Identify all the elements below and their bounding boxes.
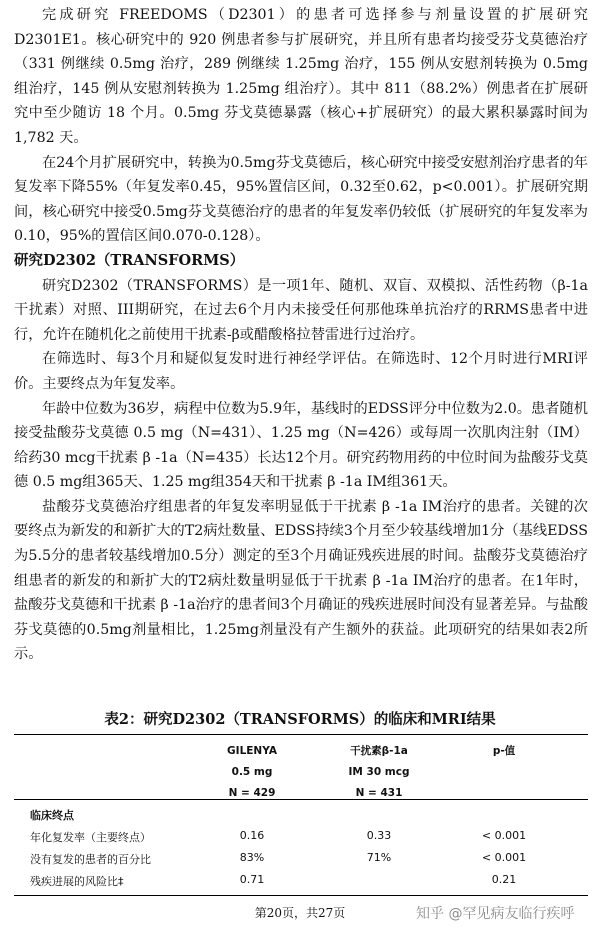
header-gilenya: GILENYA 0.5 mg N = 429: [227, 745, 277, 799]
table-caption: 表2：研究D2302（TRANSFORMS）的临床和MRI结果: [104, 711, 496, 728]
paragraph-efficacy: 盐酸芬戈莫德治疗组患者的年复发率明显低于干扰素 β -1a IM治疗的患者。关键的次要终点为新发的和新扩大的T2病灶数量、EDSS持续3个月至少较基线增加1分（基线EDSS为5.5分的患者较基线增加0.5分）测定的至3个月确证残疾进展的时间。盐酸芬戈莫德治疗组患者的新发的和新扩大的T2病灶数量明显低于干扰素 β -1a IM治疗的患者。在1年时，盐酸芬戈莫德和干扰素 β -1a治疗的患者间3个月确证的残疾进展时间没有显著差异。与盐酸芬戈莫德的0.5mg剂量相比，1.25mg剂量没有产生额外的获益。此项研究的结果如表2所示。: [14, 498, 588, 663]
header-interferon: 干扰素β-1a IM 30 mcg N = 431: [348, 745, 410, 799]
table-header: [14, 735, 588, 800]
paragraph-extension-study: 完成研究 FREEDOMS（D2301）的患者可选择参与剂量设置的扩展研究 D2301E1。核心研究中的 920 例患者参与扩展研究，并且所有患者均接受芬戈莫德治疗（331 例继续 0.5mg 治疗，289 例继续 1.25mg 治疗，155 例从安慰剂转换为 0.5mg 组治疗，145 例从安慰剂转换为 1.25mg 组治疗）。其中 811（88.2%）例患者在扩展研究中至少随访 18 个月。0.5mg 芬戈莫德暴露（核心+扩展研究）的最大累积暴露时间为 1,782 天。: [14, 7, 588, 146]
watermark: 知乎 @罕见病友临行疾呼: [416, 906, 575, 922]
table-section-clinical: 临床终点: [30, 809, 74, 822]
table-row: 没有复发的患者的百分比 83% 71% < 0.001: [30, 851, 527, 866]
body-text-top: [14, 3, 588, 667]
table-row: 残疾进展的风险比‡ 0.71 0.21: [30, 873, 517, 888]
paragraph-assessments: 在筛选时、每3个月和疑似复发时进行神经学评估。在筛选时、12个月时进行MRI评价。主要终点为年复发率。: [14, 351, 588, 392]
section-heading-d2302: 研究D2302（TRANSFORMS）: [14, 251, 245, 269]
table-row: 年化复发率（主要终点） 0.16 0.33 < 0.001: [30, 829, 527, 844]
paragraph-demographics: 年龄中位数为36岁，病程中位数为5.9年，基线时的EDSS评分中位数为2.0。患者随机接受盐酸芬戈莫德 0.5 mg（N=431）、1.25 mg（N=426）或每周一次肌肉注射（IM）给药30 mcg干扰素 β -1a（N=435）长达12个月。研究药物用药的中位时间为盐酸芬戈莫德 0.5 mg组365天、1.25 mg组354天和干扰素 β -1a IM组361天。: [14, 400, 588, 491]
results-table: [14, 734, 588, 896]
paragraph-24-month-results: 在24个月扩展研究中，转换为0.5mg芬戈莫德后，核心研究中接受安慰剂治疗患者的年复发率下降55%（年复发率0.45，95%置信区间，0.32至0.62，p<0.001）。扩展研究期间，核心研究中接受0.5mg芬戈莫德治疗的患者的年复发率仍较低（扩展研究的年复发率为0.10，95%的置信区间0.070-0.128）。: [14, 154, 588, 245]
page-number: 第20页，共27页: [254, 906, 346, 920]
paragraph-study-design: 研究D2302（TRANSFORMS）是一项1年、随机、双盲、双模拟、活性药物（β-1a干扰素）对照、III期研究，在过去6个月内未接受任何那他珠单抗治疗的RRMS患者中进行，允许在随机化之前使用干扰素-β或醋酸格拉替雷进行过治疗。: [14, 277, 588, 343]
header-p-value: p-值: [492, 745, 516, 757]
